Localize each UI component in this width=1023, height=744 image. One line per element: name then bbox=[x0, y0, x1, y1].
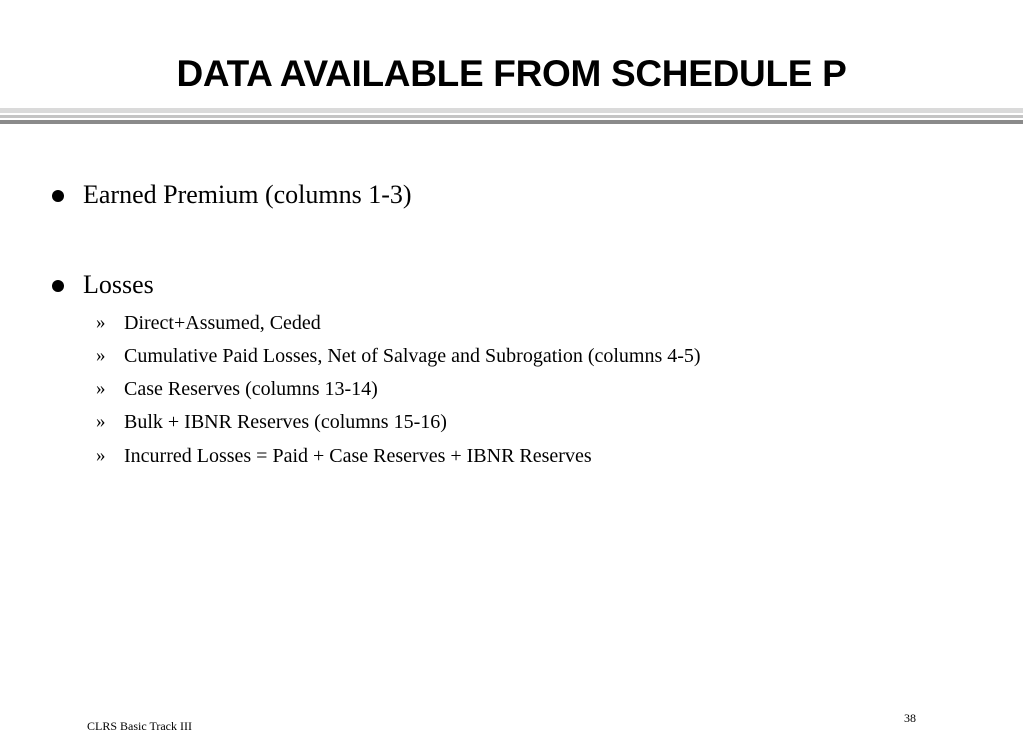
bullet-dot-icon bbox=[52, 280, 64, 292]
sub-bullet-marker: » bbox=[96, 345, 106, 366]
sub-bullet-text: Direct+Assumed, Ceded bbox=[124, 312, 321, 334]
sub-bullet-item bbox=[0, 443, 1023, 469]
page-number: 38 bbox=[904, 711, 916, 725]
title-divider-dark bbox=[0, 120, 1023, 124]
title-divider-mid bbox=[0, 115, 1023, 118]
bullet-item bbox=[0, 267, 1023, 303]
bullet-text: Earned Premium (columns 1-3) bbox=[83, 180, 412, 209]
sub-bullet-marker: » bbox=[96, 445, 106, 466]
sub-bullet-item bbox=[0, 343, 1023, 369]
bullet-item bbox=[0, 177, 1023, 213]
sub-bullet-item bbox=[0, 310, 1023, 336]
sub-bullet-marker: » bbox=[96, 411, 106, 432]
sub-bullet-text: Incurred Losses = Paid + Case Reserves + IBNR Reserves bbox=[124, 445, 592, 467]
sub-bullet-item bbox=[0, 376, 1023, 402]
bullet-dot-icon bbox=[52, 190, 64, 202]
sub-bullet-text: Case Reserves (columns 13-14) bbox=[124, 378, 378, 400]
footer-course-label: CLRS Basic Track III bbox=[87, 719, 192, 733]
sub-bullet-item bbox=[0, 409, 1023, 435]
slide-title: DATA AVAILABLE FROM SCHEDULE P bbox=[176, 53, 847, 94]
bullet-text: Losses bbox=[83, 270, 154, 299]
sub-bullet-marker: » bbox=[96, 312, 106, 333]
sub-bullet-text: Bulk + IBNR Reserves (columns 15-16) bbox=[124, 411, 447, 433]
sub-bullet-text: Cumulative Paid Losses, Net of Salvage and Subrogation (columns 4-5) bbox=[124, 345, 701, 367]
title-divider-light bbox=[0, 108, 1023, 113]
sub-bullet-marker: » bbox=[96, 378, 106, 399]
